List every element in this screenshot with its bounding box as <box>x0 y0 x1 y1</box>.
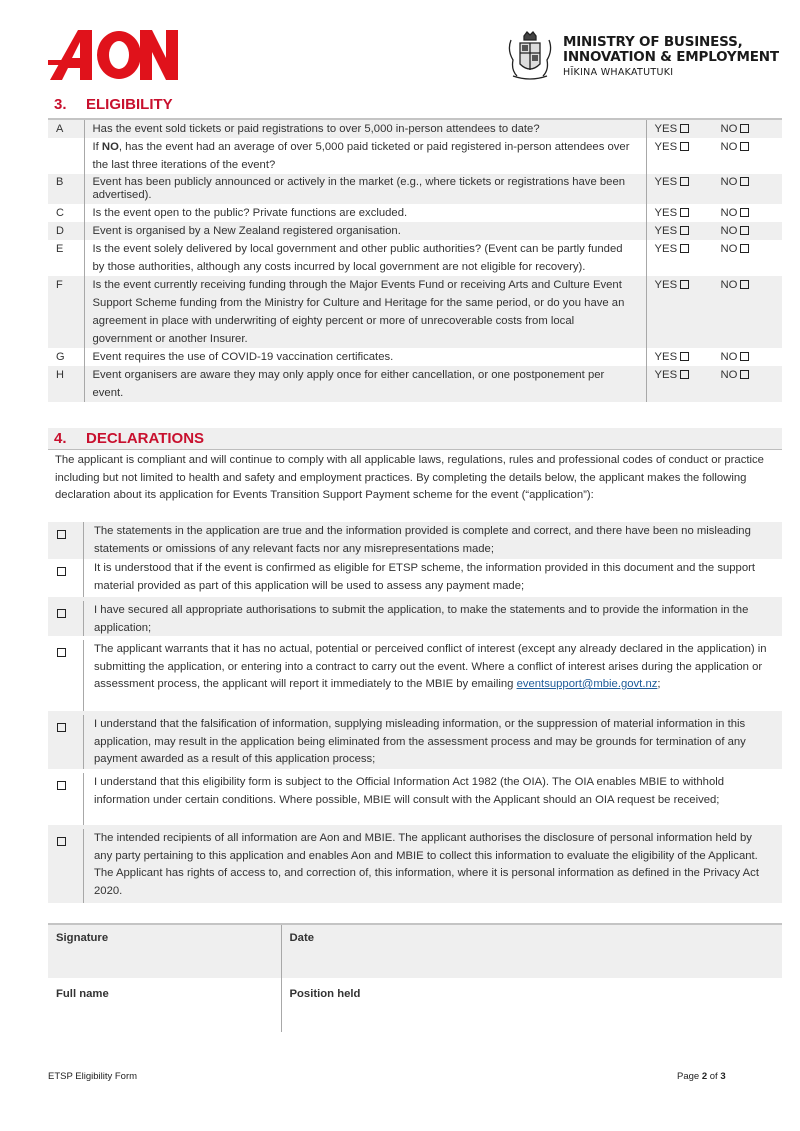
table-row <box>48 924 782 978</box>
question-text: Event organisers are aware they may only apply once for either cancellation, or one postponement per event. <box>84 366 646 402</box>
yes-checkbox[interactable] <box>680 244 689 253</box>
question-rest: , has the event had an average of over 5,000 paid ticketed or paid registered in-person attendees over the last three iterations of the event? <box>92 141 630 171</box>
answer-cell <box>646 174 782 204</box>
yes-checkbox[interactable] <box>680 177 689 186</box>
declarations-list <box>48 522 782 903</box>
list-item <box>48 769 782 825</box>
mbie-name-line2: INNOVATION & EMPLOYMENT <box>563 48 779 65</box>
declaration-text: The statements in the application are true and the information provided is complete and correct, and there have been no misleading statements or omissions of any relevant facts nor any misrepresentations made; <box>94 525 751 555</box>
row-letter: A <box>48 119 84 138</box>
declaration-text-main: The applicant warrants that it has no actual, potential or perceived conflict of interest (except any already declared in the application) in submitting the application, or entering into a contract to carry out the event. Where a conflict of interest arises during the application or assessment process, the applicant will report it immediately to the MBIE by emailing <box>94 643 767 690</box>
list-item <box>48 636 782 711</box>
mbie-name-line1: MINISTRY OF BUSINESS, <box>563 33 743 50</box>
page-header <box>0 0 800 95</box>
row-letter: D <box>48 222 84 240</box>
mbie-logo <box>505 30 779 82</box>
list-item <box>48 522 782 559</box>
eligibility-table <box>48 118 782 402</box>
position-label: Position held <box>289 988 361 1000</box>
question-text: Is the event open to the public? Private functions are excluded. <box>84 204 646 222</box>
answer-cell <box>646 276 782 348</box>
row-letter: F <box>48 276 84 348</box>
yes-label: YES <box>654 243 678 255</box>
footer-page-number <box>677 1071 726 1082</box>
section-title: DECLARATIONS <box>86 430 205 447</box>
row-letter: C <box>48 204 84 222</box>
declaration-checkbox[interactable] <box>57 567 66 576</box>
table-row <box>48 348 782 366</box>
table-row <box>48 276 782 348</box>
section-title: ELIGIBILITY <box>86 96 173 113</box>
declaration-checkbox[interactable] <box>57 609 66 618</box>
declaration-checkbox[interactable] <box>57 530 66 539</box>
declaration-text: I understand that this eligibility form is subject to the Official Information Act 1982 (the OIA). The OIA enables MBIE to withhold information under certain conditions. Where possible, MBIE will consult with the Applicant should an OIA request be received; <box>94 776 725 806</box>
list-item <box>48 559 782 597</box>
no-label: NO <box>720 243 738 255</box>
section-number: 4. <box>54 430 67 447</box>
yes-checkbox[interactable] <box>680 124 689 133</box>
declaration-text: The intended recipients of all information are Aon and MBIE. The applicant authorises the disclosure of personal information held by any party pertaining to this application and enables Aon and MBIE to collect this information to evaluate the eligibility of the Applicant. The Applicant has rights of access to, and correction of, this information, where it is personal information as defined in the Privacy Act 2020. <box>94 832 759 897</box>
answer-cell <box>646 119 782 138</box>
of-word: of <box>709 1071 718 1082</box>
declaration-text: I have secured all appropriate authorisations to submit the application, to make the statements and to provide the information in the application; <box>94 604 749 634</box>
row-letter: E <box>48 240 84 276</box>
yes-checkbox[interactable] <box>680 208 689 217</box>
no-label: NO <box>720 123 738 135</box>
yes-label: YES <box>654 123 678 135</box>
date-label: Date <box>289 932 314 944</box>
no-label: NO <box>720 141 738 153</box>
no-checkbox[interactable] <box>740 142 749 151</box>
no-checkbox[interactable] <box>740 177 749 186</box>
yes-label: YES <box>654 225 678 237</box>
declaration-checkbox[interactable] <box>57 781 66 790</box>
nz-coat-of-arms-icon <box>505 30 555 82</box>
question-text: Is the event solely delivered by local government and other public authorities? (Event can be partly funded by those authorities, although any costs incurred by local government are not eligible for recovery). <box>84 240 646 276</box>
full-name-label: Full name <box>56 988 109 1000</box>
yes-checkbox[interactable] <box>680 370 689 379</box>
yes-checkbox[interactable] <box>680 226 689 235</box>
date-field[interactable] <box>281 924 782 978</box>
no-checkbox[interactable] <box>740 352 749 361</box>
yes-label: YES <box>654 279 678 291</box>
question-text: Event requires the use of COVID-19 vaccination certificates. <box>84 348 646 366</box>
no-label: NO <box>720 207 738 219</box>
no-checkbox[interactable] <box>740 280 749 289</box>
page-current: 2 <box>701 1071 708 1082</box>
no-label: NO <box>720 176 738 188</box>
table-row <box>48 222 782 240</box>
declaration-checkbox[interactable] <box>57 837 66 846</box>
answer-cell <box>646 348 782 366</box>
yes-label: YES <box>654 141 678 153</box>
table-row <box>48 366 782 402</box>
no-checkbox[interactable] <box>740 244 749 253</box>
table-row <box>48 240 782 276</box>
table-row <box>48 978 782 1032</box>
table-row <box>48 138 782 174</box>
yes-label: YES <box>654 369 678 381</box>
no-label: NO <box>720 351 738 363</box>
signature-field[interactable] <box>48 924 281 978</box>
question-prefix: If <box>92 141 102 153</box>
aon-logo <box>48 28 178 80</box>
declaration-text <box>84 640 782 711</box>
declaration-checkbox[interactable] <box>57 648 66 657</box>
list-item <box>48 825 782 903</box>
yes-checkbox[interactable] <box>680 280 689 289</box>
yes-checkbox[interactable] <box>680 352 689 361</box>
answer-cell <box>646 240 782 276</box>
row-letter: G <box>48 348 84 366</box>
no-checkbox[interactable] <box>740 370 749 379</box>
question-text: Has the event sold tickets or paid registrations to over 5,000 in-person attendees to date? <box>84 119 646 138</box>
email-link[interactable]: eventsupport@mbie.govt.nz <box>516 678 658 690</box>
answer-cell <box>646 366 782 402</box>
no-checkbox[interactable] <box>740 226 749 235</box>
mbie-maori-name: HĪKINA WHAKATUTUKI <box>563 66 674 78</box>
declaration-text: I understand that the falsification of information, supplying misleading information, or the suppression of material information in this application, may result in the application being eliminated from the assessment process and may be grounds for termination of any payment awarded as a result of this application process; <box>94 718 746 765</box>
eligibility-heading <box>54 96 173 113</box>
no-checkbox[interactable] <box>740 124 749 133</box>
declarations-heading <box>54 430 204 447</box>
signature-table <box>48 923 782 1032</box>
question-text <box>84 138 646 174</box>
signature-label: Signature <box>56 932 109 944</box>
table-row <box>48 119 782 138</box>
page-total: 3 <box>720 1071 726 1082</box>
no-label: NO <box>720 225 738 237</box>
full-name-field[interactable] <box>48 978 281 1032</box>
yes-label: YES <box>654 351 678 363</box>
declaration-suffix: ; <box>657 678 661 690</box>
no-checkbox[interactable] <box>740 208 749 217</box>
yes-label: YES <box>654 176 678 188</box>
no-label: NO <box>720 369 738 381</box>
answer-cell <box>646 204 782 222</box>
row-letter: B <box>48 174 84 204</box>
declaration-text: It is understood that if the event is confirmed as eligible for ETSP scheme, the information provided in this document and the support material provided as part of this application will be used to assess any payment made; <box>94 562 756 592</box>
position-field[interactable] <box>281 978 782 1032</box>
footer-form-name: ETSP Eligibility Form <box>48 1071 138 1082</box>
declarations-intro: The applicant is compliant and will continue to comply with all applicable laws, regulations, rules and professional codes of conduct or practice including but not limited to health and safety and employment practices. By completing the details below, the applicant makes the following declaration about its application for Events Transition Support Payment scheme for the event (“application”): <box>55 454 764 501</box>
answer-cell <box>646 222 782 240</box>
question-text: Event has been publicly announced or actively in the market (e.g., where tickets or registrations have been advertised). <box>84 174 646 204</box>
row-letter: H <box>48 366 84 402</box>
page-word: Page <box>677 1071 700 1082</box>
row-letter <box>48 138 84 174</box>
list-item <box>48 597 782 636</box>
question-text: Is the event currently receiving funding through the Major Events Fund or receiving Arts and Culture Event Support Scheme funding from the Ministry for Culture and Heritage for the same period, or do you have an agreement in place with underwriting of eighty percent or more of unrecoverable costs from local government or another Insurer. <box>84 276 646 348</box>
list-item <box>48 711 782 769</box>
no-label: NO <box>720 279 738 291</box>
yes-label: YES <box>654 207 678 219</box>
answer-cell <box>646 138 782 174</box>
table-row <box>48 204 782 222</box>
section-number: 3. <box>54 96 67 113</box>
declaration-checkbox[interactable] <box>57 723 66 732</box>
question-bold: NO <box>101 141 119 153</box>
yes-checkbox[interactable] <box>680 142 689 151</box>
table-row <box>48 174 782 204</box>
question-text: Event is organised by a New Zealand registered organisation. <box>84 222 646 240</box>
